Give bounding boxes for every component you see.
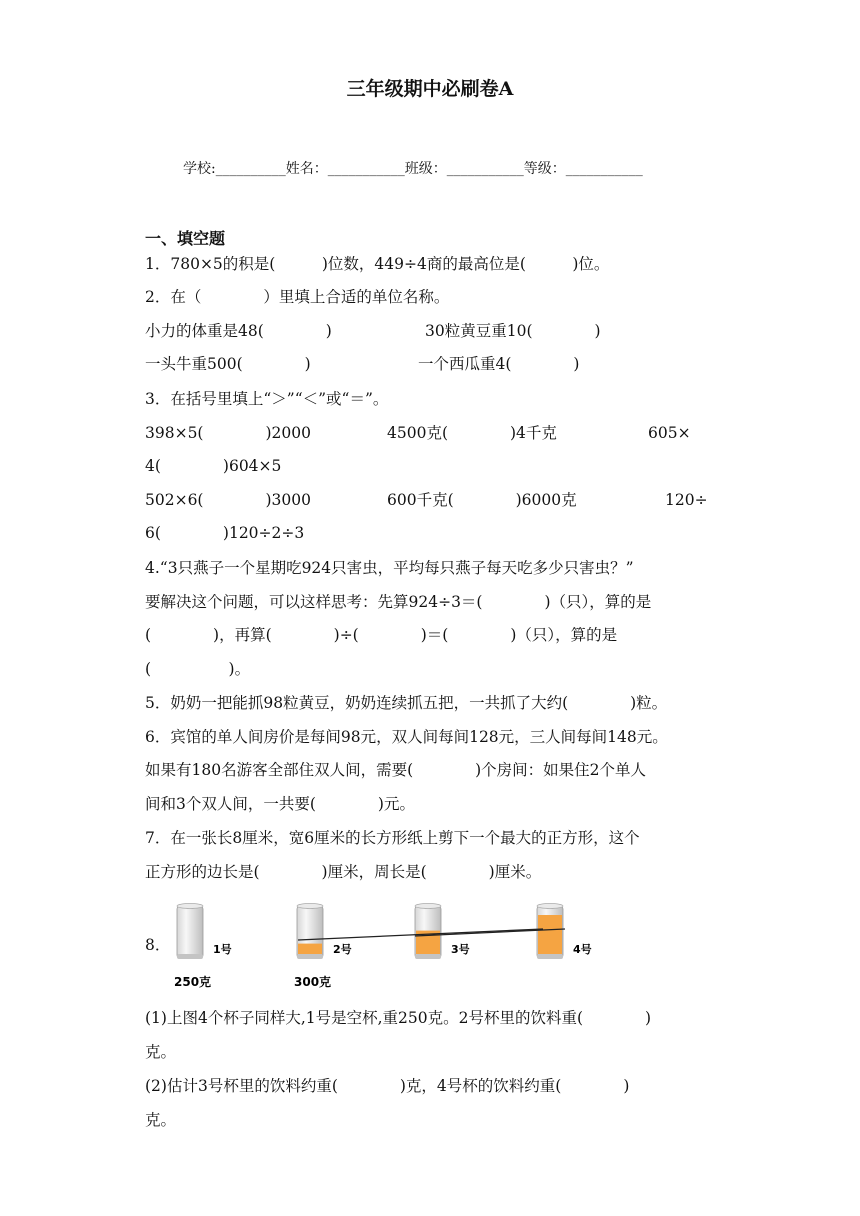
cup-weight: 250克 [174,975,212,989]
question-4-line-2: 要解决这个问题，可以这样思考：先算924÷3＝( )（只），算的是 [145,593,652,611]
cup-base [297,954,323,959]
cup-3 [415,904,470,960]
question-3-item-b: 4500克( )4千克 [387,424,557,442]
cup-rim [177,904,203,909]
question-3-item-c-part2: 4( )604×5 [145,457,282,475]
question-7-line-2: 正方形的边长是( )厘米，周长是( )厘米。 [145,863,542,881]
question-3-item-a: 398×5( )2000 [145,424,311,442]
cup-4 [537,904,592,960]
question-3-item-e: 600千克( )6000克 [387,491,577,509]
cup-label: 4号 [573,943,592,956]
question-1: 1．780×5的积是( )位数，449÷4商的最高位是( )位。 [145,255,610,273]
question-4-line-3: ( )，再算( )÷( )＝( )（只），算的是 [145,626,618,644]
question-3-item-f-part1: 120÷ [665,491,708,509]
cup-rim [537,904,563,909]
cups-figure [165,896,615,996]
question-6-line-2: 如果有180名游客全部住双人间，需要( )个房间：如果住2个单人 [145,761,647,779]
cup-glass [177,906,203,958]
question-3-item-d: 502×6( )3000 [145,491,311,509]
question-8-number: 8． [145,936,171,954]
question-8-sub-1-line-2: 克。 [145,1043,177,1061]
question-8-sub-2-line-1: (2)估计3号杯里的饮料约重( )克，4号杯的饮料约重( ) [145,1077,630,1095]
cup-liquid [298,944,322,954]
question-4-line-1: 4.“3只燕子一个星期吃924只害虫，平均每只燕子每天吃多少只害虫？” [145,559,634,577]
question-3-head: 3．在括号里填上“＞”“＜”或“＝”。 [145,390,389,408]
cup-label: 3号 [451,943,470,956]
cup-weight: 300克 [294,975,332,989]
cup-base [177,954,203,959]
cup-liquid [538,915,562,954]
question-2-item-d: 一个西瓜重4( ) [418,355,580,373]
question-2-head: 2．在（ ）里填上合适的单位名称。 [145,288,450,306]
cup-base [415,954,441,959]
cup-label: 2号 [333,943,352,956]
cup-rim [415,904,441,909]
cup-rim [297,904,323,909]
question-2-item-b: 30粒黄豆重10( ) [425,322,601,340]
question-5: 5．奶奶一把能抓98粒黄豆，奶奶连续抓五把，一共抓了大约( )粒。 [145,694,668,712]
question-2-item-c: 一头牛重500( ) [145,355,311,373]
question-3-item-c-part1: 605× [648,424,691,442]
cup-base [537,954,563,959]
cup-1 [174,904,232,990]
question-7-line-1: 7．在一张长8厘米，宽6厘米的长方形纸上剪下一个最大的正方形，这个 [145,829,640,847]
student-info-line: 学校:__________姓名：___________班级：___________等级：___________ [183,161,643,177]
question-8-sub-1-line-1: (1)上图4个杯子同样大,1号是空杯,重250克。2号杯里的饮料重( ) [145,1009,652,1027]
question-6-line-3: 间和3个双人间，一共要( )元。 [145,795,415,813]
question-8-sub-2-line-2: 克。 [145,1111,177,1129]
question-6-line-1: 6．宾馆的单人间房价是每间98元，双人间每间128元，三人间每间148元。 [145,728,668,746]
question-2-item-a: 小力的体重是48( ) [145,322,332,340]
cup-label: 1号 [213,943,232,956]
section-heading-fill-blank: 一、填空题 [145,229,226,248]
question-3-item-f-part2: 6( )120÷2÷3 [145,524,305,542]
question-4-line-4: ( )。 [145,660,251,678]
page-title: 三年级期中必刷卷A [346,78,514,100]
cup-2 [294,904,352,990]
